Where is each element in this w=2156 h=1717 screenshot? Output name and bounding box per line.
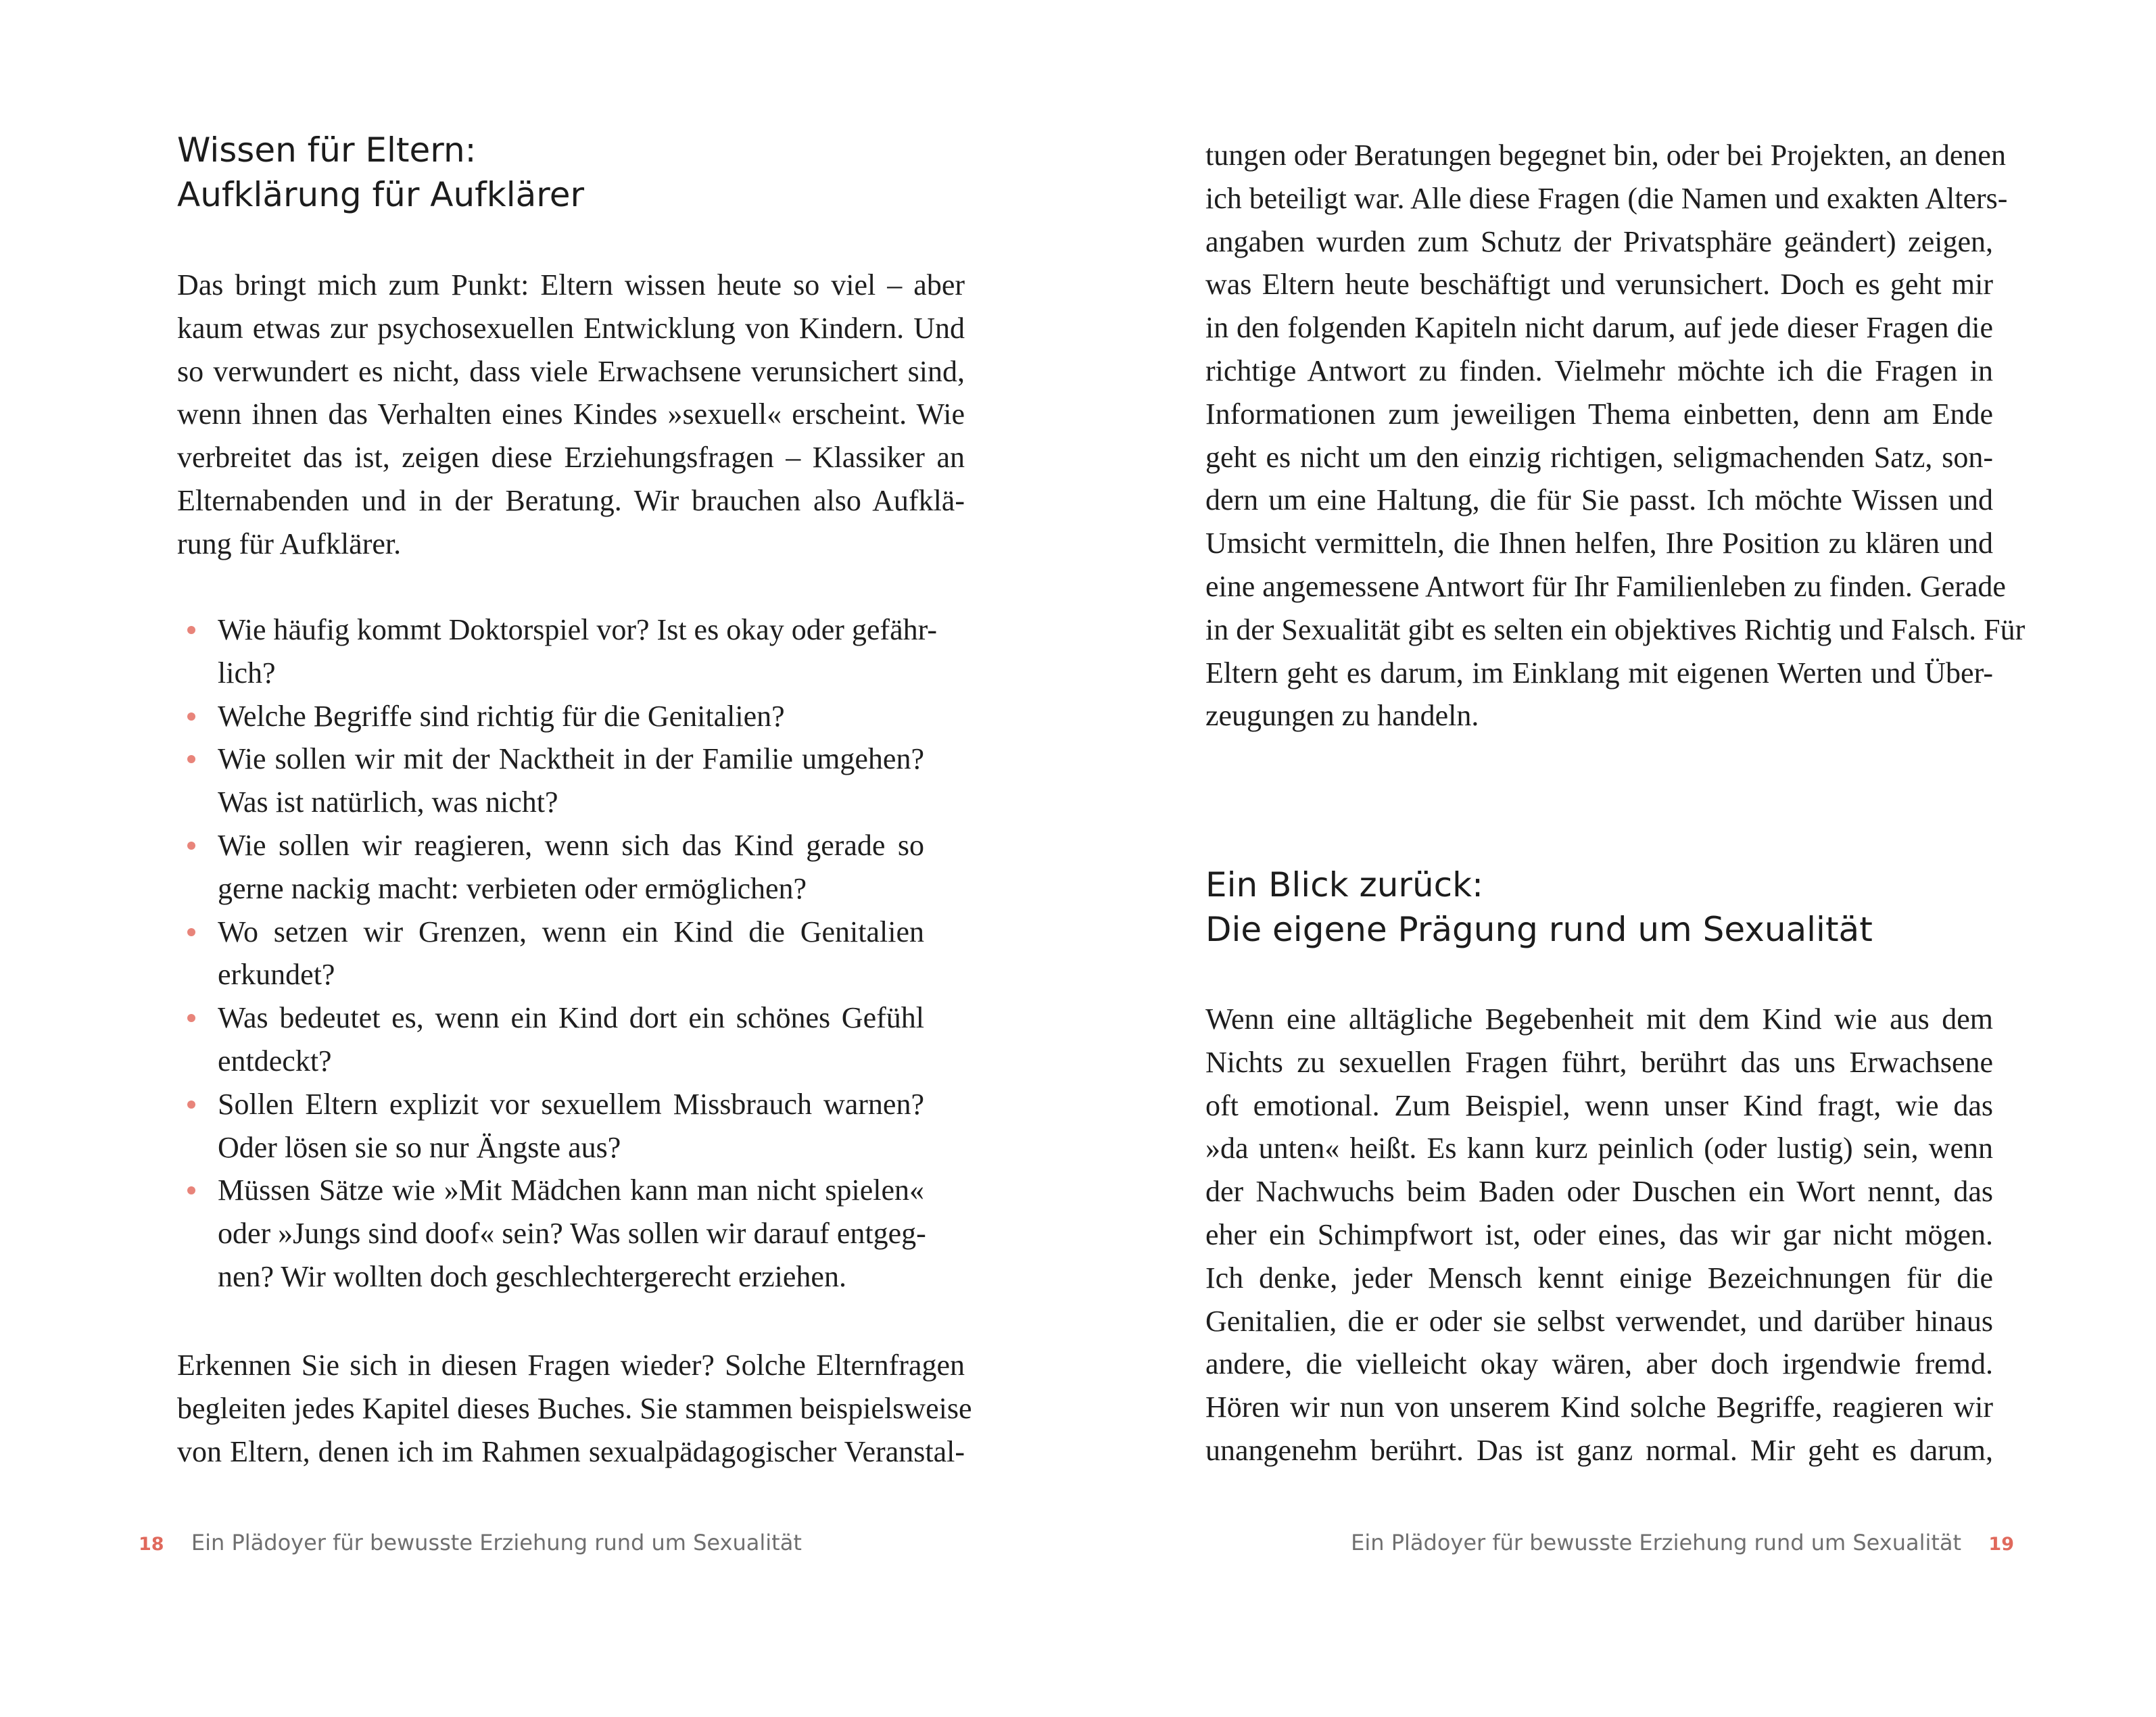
text-line: Welche Begriffe sind richtig für die Genitalien? bbox=[218, 699, 785, 733]
text-line: wenn ihnen das Verhalten eines Kindes »sexuell« erscheint. Wie bbox=[177, 397, 965, 431]
list-item bbox=[177, 608, 938, 695]
text-line: verbreitet das ist, zeigen diese Erziehungsfragen – Klassiker an bbox=[177, 441, 965, 475]
text-line: Nichts zu sexuellen Fragen führt, berührt das uns Erwachsene bbox=[1205, 1045, 1993, 1079]
text-line: erkundet? bbox=[218, 958, 335, 992]
text-line: rung für Aufklärer. bbox=[177, 527, 402, 560]
bullet-dot-icon bbox=[187, 1014, 195, 1022]
list-item bbox=[177, 911, 924, 997]
text-line: in der Sexualität gibt es selten ein objektives Richtig und Falsch. Für bbox=[1205, 612, 2026, 646]
text-line: Das bringt mich zum Punkt: Eltern wissen heute so viel – aber bbox=[177, 268, 965, 301]
outro-paragraph bbox=[177, 1344, 972, 1473]
heading-line: Aufklärung für Aufklärer bbox=[177, 175, 585, 214]
text-line: tungen oder Beratungen begegnet bin, oder bei Projekten, an denen bbox=[1205, 139, 2006, 172]
text-line: andere, die vielleicht okay wären, aber doch irgendwie fremd. bbox=[1205, 1347, 1993, 1381]
bullet-dot-icon bbox=[187, 928, 195, 936]
bullet-dot-icon bbox=[187, 712, 195, 721]
text-line: oft emotional. Zum Beispiel, wenn unser Kind fragt, wie das bbox=[1205, 1088, 1993, 1122]
text-line: der Nachwuchs beim Baden oder Duschen ein Wort nennt, das bbox=[1205, 1175, 1993, 1209]
text-line: entdeckt? bbox=[218, 1044, 332, 1078]
text-line: Eltern geht es darum, im Einklang mit eigenen Werten und Über- bbox=[1205, 656, 1993, 690]
text-line: zeugungen zu handeln. bbox=[1205, 699, 1479, 733]
parent-questions-list bbox=[177, 608, 938, 1299]
text-line: angaben wurden zum Schutz der Privatsphäre geändert) zeigen, bbox=[1205, 224, 1993, 258]
heading-line: Wissen für Eltern: bbox=[177, 130, 477, 170]
text-line: Informationen zum jeweiligen Thema einbetten, denn am Ende bbox=[1205, 397, 1993, 431]
list-item bbox=[177, 737, 924, 824]
text-line: was Eltern heute beschäftigt und verunsichert. Doch es geht mir bbox=[1205, 268, 1993, 301]
intro-paragraph bbox=[177, 264, 965, 566]
text-line: Wie häufig kommt Doktorspiel vor? Ist es okay oder gefähr- bbox=[218, 613, 938, 646]
text-line: Wie sollen wir mit der Nacktheit in der Familie umgehen? bbox=[218, 742, 924, 776]
list-item bbox=[177, 996, 924, 1083]
bullet-dot-icon bbox=[187, 1101, 195, 1109]
section-heading bbox=[177, 128, 584, 217]
section-paragraph bbox=[1205, 998, 1993, 1472]
text-line: unangenehm berührt. Das ist ganz normal. Mir geht es darum, bbox=[1205, 1433, 1993, 1467]
text-line: Umsicht vermitteln, die Ihnen helfen, Ihre Position zu klären und bbox=[1205, 527, 1993, 560]
heading-line: Ein Blick zurück: bbox=[1205, 865, 1483, 904]
running-title: Ein Plädoyer für bewusste Erziehung rund um Sexualität bbox=[191, 1530, 802, 1555]
section-heading bbox=[1205, 863, 1873, 952]
list-item bbox=[177, 695, 924, 738]
text-line: Oder lösen sie so nur Ängste aus? bbox=[218, 1130, 621, 1164]
text-line: Wenn eine alltägliche Begebenheit mit dem Kind wie aus dem bbox=[1205, 1002, 1993, 1036]
text-line: richtige Antwort zu finden. Vielmehr möchte ich die Fragen in bbox=[1205, 354, 1993, 387]
list-item bbox=[177, 824, 924, 911]
page-number: 19 bbox=[1988, 1534, 2014, 1555]
text-line: Genitalien, die er oder sie selbst verwendet, und darüber hinaus bbox=[1205, 1304, 1993, 1338]
bullet-dot-icon bbox=[187, 626, 195, 634]
text-line: ich beteiligt war. Alle diese Fragen (die Namen und exakten Alters- bbox=[1205, 181, 2008, 215]
page-footer bbox=[1351, 1529, 2014, 1558]
text-line: Hören wir nun von unserem Kind solche Begriffe, reagieren wir bbox=[1205, 1390, 1993, 1424]
text-line: Was ist natürlich, was nicht? bbox=[218, 785, 558, 819]
text-line: lich? bbox=[218, 656, 276, 690]
text-line: so verwundert es nicht, dass viele Erwachsene verunsichert sind, bbox=[177, 354, 965, 388]
text-line: »da unten« heißt. Es kann kurz peinlich (oder lustig) sein, wenn bbox=[1205, 1132, 1993, 1165]
text-line: eher ein Schimpfwort ist, oder eines, das wir gar nicht mögen. bbox=[1205, 1217, 1993, 1251]
text-line: kaum etwas zur psychosexuellen Entwicklung von Kindern. Und bbox=[177, 311, 965, 345]
list-item bbox=[177, 1083, 924, 1169]
running-title: Ein Plädoyer für bewusste Erziehung rund um Sexualität bbox=[1351, 1530, 1962, 1555]
text-line: Ich denke, jeder Mensch kennt einige Bezeichnungen für die bbox=[1205, 1261, 1993, 1295]
text-line: Wie sollen wir reagieren, wenn sich das Kind gerade so bbox=[218, 828, 924, 862]
heading-line: Die eigene Prägung rund um Sexualität bbox=[1205, 910, 1873, 949]
text-line: gerne nackig macht: verbieten oder ermöglichen? bbox=[218, 871, 807, 905]
text-line: nen? Wir wollten doch geschlechtergerecht erziehen. bbox=[218, 1259, 846, 1293]
text-line: von Eltern, denen ich im Rahmen sexualpädagogischer Veranstal- bbox=[177, 1434, 965, 1468]
text-line: Müssen Sätze wie »Mit Mädchen kann man nicht spielen« bbox=[218, 1174, 924, 1207]
text-line: Erkennen Sie sich in diesen Fragen wieder? Solche Elternfragen bbox=[177, 1349, 965, 1382]
text-line: in den folgenden Kapiteln nicht darum, auf jede dieser Fragen die bbox=[1205, 311, 1993, 345]
text-line: oder »Jungs sind doof« sein? Was sollen wir darauf entgeg- bbox=[218, 1217, 926, 1251]
text-line: Sollen Eltern explizit vor sexuellem Missbrauch warnen? bbox=[218, 1087, 924, 1121]
right-page bbox=[1078, 0, 2156, 1717]
text-line: geht es nicht um den einzig richtigen, seligmachenden Satz, son- bbox=[1205, 440, 1993, 474]
bullet-dot-icon bbox=[187, 1186, 195, 1194]
list-item bbox=[177, 1169, 924, 1298]
continued-paragraph bbox=[1205, 134, 2026, 737]
text-line: Elternabenden und in der Beratung. Wir brauchen also Aufklä- bbox=[177, 483, 965, 517]
text-line: begleiten jedes Kapitel dieses Buches. Sie stammen beispielsweise bbox=[177, 1391, 972, 1425]
text-line: Wo setzen wir Grenzen, wenn ein Kind die Genitalien bbox=[218, 915, 924, 948]
text-line: dern um eine Haltung, die für Sie passt. Ich möchte Wissen und bbox=[1205, 483, 1993, 517]
text-line: Was bedeutet es, wenn ein Kind dort ein schönes Gefühl bbox=[218, 1001, 924, 1035]
page-footer bbox=[139, 1529, 802, 1558]
text-line: eine angemessene Antwort für Ihr Familienleben zu finden. Gerade bbox=[1205, 569, 2006, 603]
bullet-dot-icon bbox=[187, 755, 195, 763]
bullet-dot-icon bbox=[187, 842, 195, 850]
page-number: 18 bbox=[139, 1534, 164, 1555]
